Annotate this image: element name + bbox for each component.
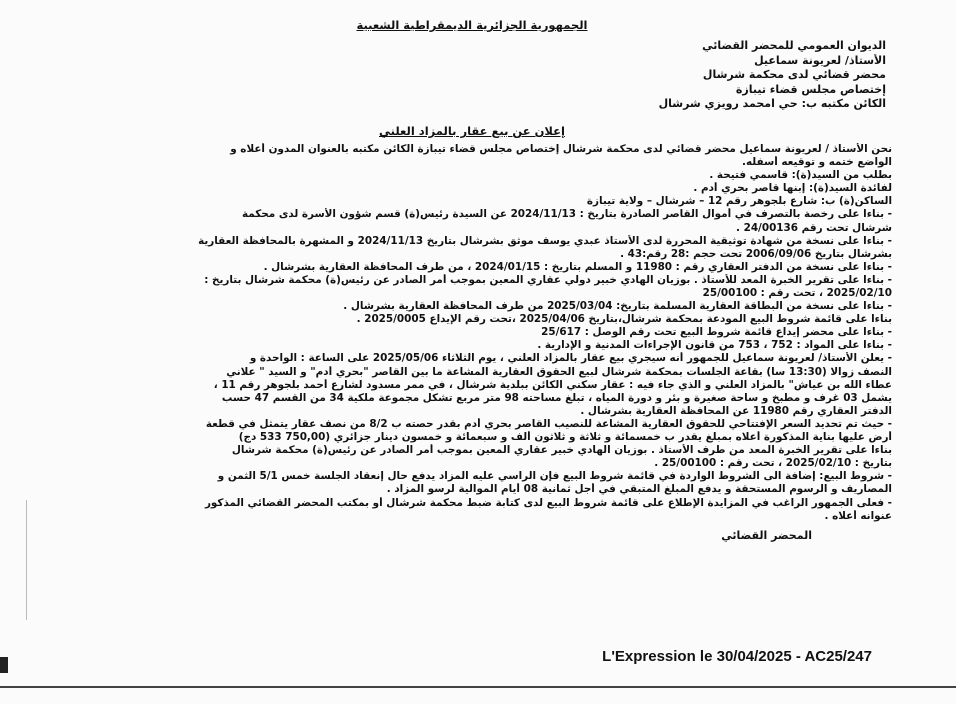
body-line: - يعلن الأستاذ/ لعريونة سماعيل للجمهور أنه سيجري بيع عقار بالمزاد العلني ، يوم الثلاثاء 2025/05/06 على الساعة : الواحدة و xyxy=(249,352,892,365)
body-line: 2025/02/10 ، تحت رقم : 25/00100 xyxy=(702,287,892,299)
body-line: - بناءا على المواد : 752 ، 753 من قانون الإجراءات المدنية و الإدارية . xyxy=(537,339,892,352)
body-line: الساكن(ة) ب: شارع بلجوهر رقم 12 – شرشال – ولاية تيبازة xyxy=(586,195,892,208)
body-line: - بناءا على تقرير الخبرة المعد للأستاذ . بوزيان الهادي خبير دولي عقاري المعين بموجب أمر الصادر عن رئيس(ة) محكمة شرشال بتاريخ : xyxy=(204,273,892,286)
body-line: لفائدة السيد(ة): إبنها قاصر بحري أدم . xyxy=(693,182,892,195)
body-line: بشرشال بتاريخ 2006/09/06 تحت حجم :28 رقم:43 . xyxy=(620,247,892,260)
publication-footer: L'Expression le 30/04/2025 - AC25/247 xyxy=(602,648,872,665)
body-line: النصف زوالا (13:30 سا) بقاعة الجلسات بمحكمة شرشال لبيع الحقوق العقارية المشاعة ما بين القاصر "بحري أدم" و السيد " علاني xyxy=(226,365,892,378)
body-line: شرشال تحت رقم 24/00136 . xyxy=(736,221,892,234)
scan-marker xyxy=(0,657,8,673)
body-line: يشمل 03 غرف و مطبخ و ساحة صغيرة و بئر و دورة المياه ، تبلغ مساحته 98 متر مربع تشكل مجموعة ملكية 34 من القسم 47 حسب xyxy=(221,391,892,404)
divider xyxy=(0,686,956,688)
legal-notice xyxy=(52,18,892,658)
notice-body xyxy=(52,143,892,523)
header-line: إختصاص مجلس قضاء تيبازة xyxy=(735,82,886,96)
body-line: نحن الأستاذ / لعريونة سماعيل محضر قضائي لدى محكمة شرشال إختصاص مجلس قضاء تيبازة الكائن مكتبه بالعنوان المدون أعلاه و xyxy=(230,142,892,155)
header-line: محضر قضائي لدى محكمة شرشال xyxy=(702,68,886,82)
body-line: أرض عليها بناية المذكورة أعلاه بمبلغ يقدر ب خمسمائة و ثلاثة و ثلاثون ألف و سبعمائة و خمسون دينار جزائري (750,00 533 دج) xyxy=(238,431,892,444)
body-line: - بناءا على محضر إيداع قائمة شروط البيع تحت رقم الوصل : 25/617 xyxy=(541,326,892,339)
body-line: - بناءا على نسخة من البطاقة العقارية المسلمة بتاريخ: 2025/03/04 من طرف المحافظة العقارية بشرشال . xyxy=(343,300,892,313)
body-line: - بناءا على رخصة بالتصرف في أموال القاصر الصادرة بتاريخ : 2024/11/13 عن السيدة رئيس(ة) قسم شؤون الأسرة لدى محكمة xyxy=(241,208,892,221)
body-line: الدفتر العقاري رقم 11980 عن المحافظة العقارية بشرشال . xyxy=(580,404,892,417)
scan-edge-mark xyxy=(26,500,27,620)
signature: المحضر القضائي xyxy=(721,528,812,542)
body-line: - فعلى الجمهور الراغب في المزايدة الإطلاع على قائمة شروط البيع لدى كتابة ضبط محكمة شرشال أو بمكتب المحضر القضائي المذكور xyxy=(204,496,892,509)
body-line: بناءا على تقرير الخبرة المعد من طرف الأستاذ . بوزيان الهادي خبير عقاري المعين بموجب أمر الصادر عن رئيس(ة) محكمة شرشال xyxy=(231,444,892,457)
body-line: - شروط البيع: إضافة الى الشروط الواردة في قائمة شروط البيع فإن الراسي عليه المزاد يدفع حال إنعقاد الجلسة خمس 5/1 الثمن و xyxy=(217,470,892,483)
body-line: الواضع ختمه و توقيعه أسفله. xyxy=(742,156,892,169)
page-title: الجمهورية الجزائرية الديمقراطية الشعبية xyxy=(356,18,588,32)
header-line: الديوان العمومي للمحضر القضائي xyxy=(702,39,886,52)
body-line: - بناءا على نسخة من الدفتر العقاري رقم : 11980 و المسلم بتاريخ : 2024/01/15 ، من طرف المحافظة العقارية بشرشال . xyxy=(263,260,892,273)
body-line: عنوانه أعلاه . xyxy=(824,509,892,522)
header-line: الكائن مكتبه ب: حي امحمد رويزي شرشال xyxy=(658,97,886,111)
notice-title: إعلان عن بيع عقار بالمزاد العلني xyxy=(379,123,565,138)
body-line: عطاء الله بن عياش" بالمزاد العلني و الذي جاء فيه : عقار سكني الكائن ببلدية شرشال ، في ممر مسدود لشارع أحمد بلجوهر رقم 11 ، xyxy=(213,378,892,391)
body-line: بناءا على قائمة شروط البيع المودعة بمحكمة شرشال،بتاريخ 2025/04/06 ،تحت رقم الإيداع 2025/0005 . xyxy=(356,313,892,326)
body-line: بتاريخ : 2025/02/10 ، تحت رقم : 25/00100 . xyxy=(654,457,892,470)
body-line: - بناءا على نسخة من شهادة توثيقية المحررة لدى الأستاذ عبدي يوسف موثق بشرشال بتاريخ 2024/11/13 و المشهرة بالمحافظة العقارية xyxy=(198,234,892,247)
body-line: بطلب من السيد(ة): قاسمي فتيحة . xyxy=(709,169,892,182)
header-block xyxy=(52,39,892,112)
body-line: - حيث تم تحديد السعر الإفتتاحي للحقوق العقارية المشاعة للنصيب القاصر بحري أدم بقدر حصته ب 8/2 من نصف عقار يتمثل في قطعة xyxy=(205,417,892,430)
body-line: المصاريف و الرسوم المستحقة و يدفع المبلغ المتبقي في أجل ثمانية 08 أيام الموالية لرسو المزاد . xyxy=(386,483,892,496)
header-line: الأستاذ/ لعريونة سماعيل xyxy=(754,53,886,67)
